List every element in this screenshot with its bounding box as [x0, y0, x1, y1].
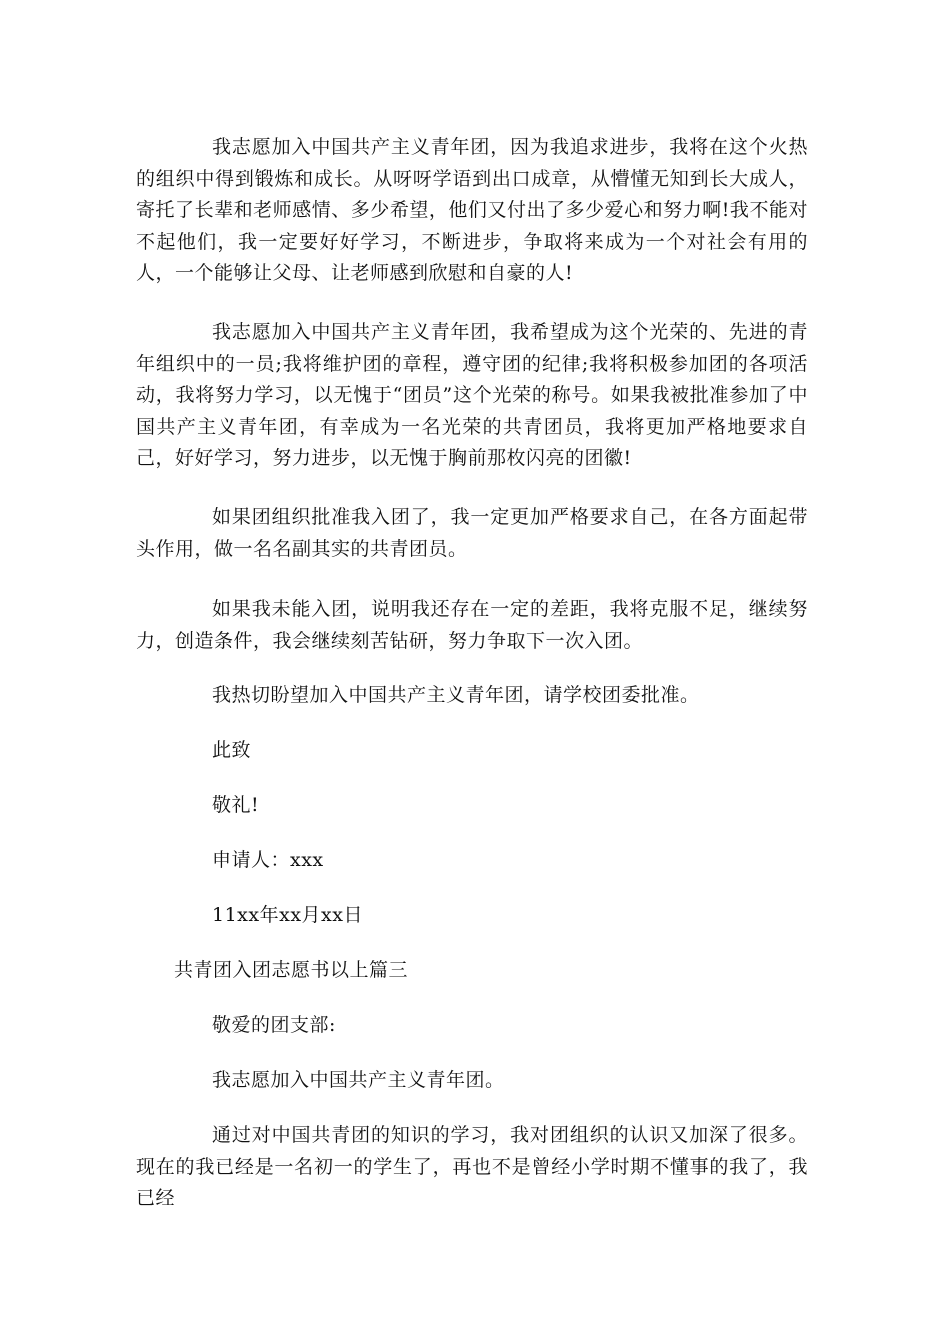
applicant-signature: 申请人：xxx	[212, 849, 324, 871]
letter-body-paragraph: 通过对中国共青团的知识的学习，我对团组织的认识又加深了很多。现在的我已经是一名初一的学生了，再也不是曾经小学时期不懂事的我了，我已经	[136, 1124, 808, 1209]
closing-salutation-2: 敬礼!	[212, 794, 260, 816]
paragraph-motivation: 我志愿加入中国共产主义青年团，因为我追求进步，我将在这个火热的组织中得到锻炼和成长。从呀呀学语到出口成章，从懵懂无知到长大成人，寄托了长辈和老师感情、多少希望，他们又付出了多少爱心和努力啊!我不能对不起他们，我一定要好好学习，不断进步，争取将来成为一个对社会有用的人，一个能够让父母、让老师感到欣慰和自豪的人!	[136, 136, 808, 284]
paragraph-if-not-approved: 如果我未能入团，说明我还存在一定的差距，我将克服不足，继续努力，创造条件，我会继续刻苦钻研，努力争取下一次入团。	[136, 598, 808, 652]
closing-hope: 我热切盼望加入中国共产主义青年团，请学校团委批准。	[212, 684, 700, 706]
closing-salutation-1: 此致	[212, 739, 252, 761]
application-date: 11xx年xx月xx日	[212, 904, 363, 926]
letter-statement: 我志愿加入中国共产主义青年团。	[212, 1069, 505, 1091]
letter-greeting: 敬爱的团支部:	[212, 1014, 336, 1036]
paragraph-commitment: 我志愿加入中国共产主义青年团，我希望成为这个光荣的、先进的青年组织中的一员;我将维护团的章程，遵守团的纪律;我将积极参加团的各项活动，我将努力学习，以无愧于“团员”这个光荣的称号。如果我被批准参加了中国共产主义青年团，有幸成为一名光荣的共青团员，我将更加严格地要求自己，好好学习，努力进步，以无愧于胸前那枚闪亮的团徽!	[136, 321, 808, 469]
section-heading: 共青团入团志愿书以上篇三	[174, 959, 409, 981]
paragraph-if-approved: 如果团组织批准我入团了，我一定更加严格要求自己，在各方面起带头作用，做一名名副其实的共青团员。	[136, 506, 808, 560]
